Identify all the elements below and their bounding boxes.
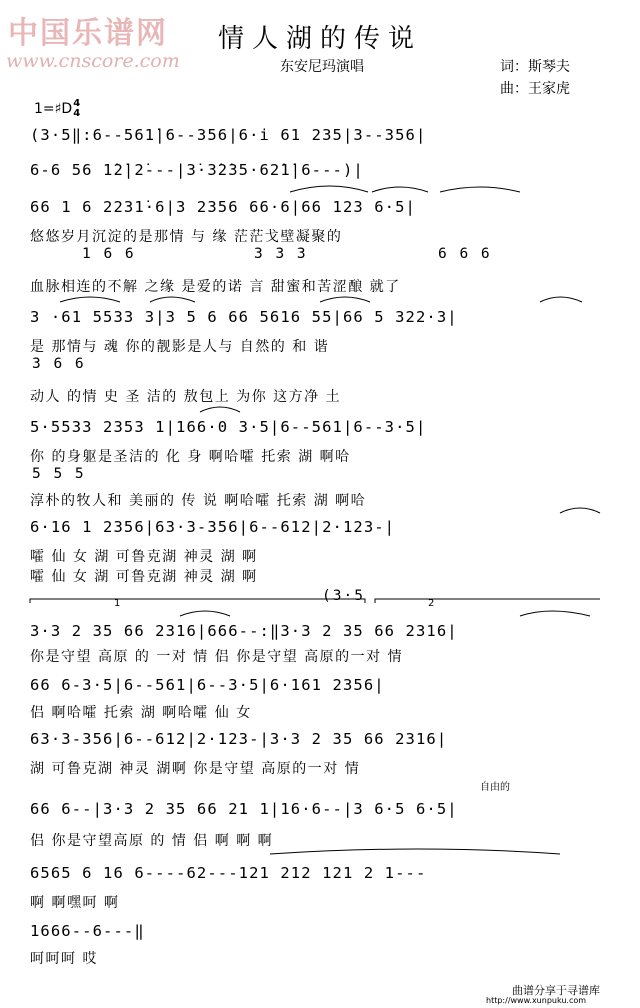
notation-row-5: 5·5533 2353 1|166·0 3·5|6--561|6--3·5| bbox=[30, 418, 427, 436]
lyricist-credit: 词：斯琴夫 bbox=[500, 59, 570, 75]
slur bbox=[560, 508, 600, 513]
watermark-url: www.cnscore.com bbox=[6, 50, 180, 72]
notation-row-3: 66 1 6 2231̇·6|3 2356 66·6|66 123 6·5| bbox=[30, 198, 416, 216]
notation-row-9: 63·3-356|6--612|2·123-|3·3 2 35 66 2316| bbox=[30, 730, 448, 748]
lyric-row-6-verse-1: 嚯 仙 女 湖 可鲁克湖 神灵 湖 啊 bbox=[30, 549, 258, 565]
ending-1-bracket bbox=[30, 599, 365, 603]
notation-row-4: 3 ·61 5533 3|3 5 6 66 5616 55|66 5 322·3| bbox=[30, 308, 458, 326]
notation-row-10: 66 6--|3·3 2 35 66 21 1|16·6--|3 6·5 6·5| bbox=[30, 800, 458, 818]
composer-credit: 曲：王家虎 bbox=[500, 81, 570, 97]
slur bbox=[150, 297, 195, 302]
lyric-row-4-verse-2: 动人 的情 史 圣 洁的 敖包上 为你 这方净 土 bbox=[30, 389, 342, 405]
footer-credit: 曲谱分享于寻谱库 bbox=[512, 984, 600, 997]
lyric-row-7: 你是守望 高原 的 一对 情 侣 你是守望 高原的一对 情 bbox=[30, 649, 404, 665]
singer-credit: 东安尼玛演唱 bbox=[280, 59, 364, 75]
pickup-notes: (3·5 bbox=[322, 588, 365, 604]
slur bbox=[180, 611, 230, 616]
slur bbox=[540, 297, 582, 302]
footer-url[interactable]: http://www.xunpuku.com bbox=[486, 996, 587, 1005]
notation-row-8: 66 6-3·5|6--561|6--3·5|6·161 2356| bbox=[30, 676, 385, 694]
lyric-row-5-verse-2: 淳朴的牧人和 美丽的 传 说 啊哈嚯 托索 湖 啊哈 bbox=[30, 493, 367, 509]
notation-row-2: 6-6 56 1̇2̇|2̇---|3̇·3̇2̇35·62̇1̇|6---)| bbox=[30, 161, 364, 179]
ending-2-marker: 2 bbox=[428, 598, 435, 609]
slur bbox=[372, 187, 428, 192]
ending-2-bracket bbox=[375, 599, 600, 603]
song-title: 情人湖的传说 bbox=[217, 24, 422, 54]
lyric-row-8: 侣 啊哈嚯 托索 湖 啊哈嚯 仙 女 bbox=[30, 705, 252, 721]
ending-1-marker: 1 bbox=[114, 598, 121, 609]
notation-row-7: 3·3 2 35 66 2316|666--:‖3·3 2 35 66 2316| bbox=[30, 622, 458, 640]
tempo-annotation: 自由的 bbox=[480, 782, 510, 793]
key-label: 1=♯D bbox=[34, 101, 73, 117]
alt-notes: 3 6 6 bbox=[32, 356, 86, 372]
lyric-row-4-verse-1: 是 那情与 魂 你的靓影是人与 自然的 和 谐 bbox=[30, 339, 330, 355]
notation-row-1: (3·5‖:6--561̇|6--356|6·i 61 235|3--356| bbox=[30, 126, 427, 144]
slur bbox=[320, 297, 370, 302]
lyric-row-12: 呵呵呵 哎 bbox=[30, 951, 98, 967]
slur bbox=[520, 611, 590, 616]
slur bbox=[60, 297, 120, 302]
notation-row-6: 6·16 1 2356|63·3-356|6--612|2·123-| bbox=[30, 518, 396, 536]
time-top: 4 bbox=[73, 98, 81, 109]
alt-notes: 5 5 5 bbox=[32, 466, 86, 482]
lyric-row-11: 啊 啊嘿呵 啊 bbox=[30, 895, 120, 911]
lyric-row-3-verse-1: 悠悠岁月沉淀的是那情 与 缘 茫茫戈壁凝聚的 bbox=[30, 229, 343, 245]
lyric-row-3-verse-2: 血脉相连的不解 之缘 是爱的诺 言 甜蜜和苦涩酿 就了 bbox=[30, 279, 401, 295]
lyric-row-9: 湖 可鲁克湖 神灵 湖啊 你是守望 高原的一对 情 bbox=[30, 761, 361, 777]
slur bbox=[290, 186, 368, 192]
watermark-logo: 中国乐谱网 bbox=[8, 16, 168, 51]
alt-notes: 3 3 3 bbox=[254, 246, 308, 262]
slur bbox=[270, 849, 560, 854]
time-bottom: 4 bbox=[73, 108, 81, 119]
slur bbox=[200, 407, 240, 412]
slur bbox=[440, 187, 520, 192]
lyric-row-6-verse-2: 嚯 仙 女 湖 可鲁克湖 神灵 湖 啊 bbox=[30, 569, 258, 585]
notation-row-11: 6565 6 16 6----62---121 212 121 2 1--- bbox=[30, 864, 427, 882]
lyric-row-5-verse-1: 你 的身躯是圣洁的 化 身 啊哈嚯 托索 湖 啊哈 bbox=[30, 449, 351, 465]
lyric-row-10: 侣 你是守望高原 的 情 侣 啊 啊 啊 bbox=[30, 833, 274, 849]
notation-row-12: 1666--6---‖ bbox=[30, 922, 145, 940]
alt-notes: 1 6 6 bbox=[82, 246, 136, 262]
alt-notes: 6 6 6 bbox=[438, 246, 492, 262]
